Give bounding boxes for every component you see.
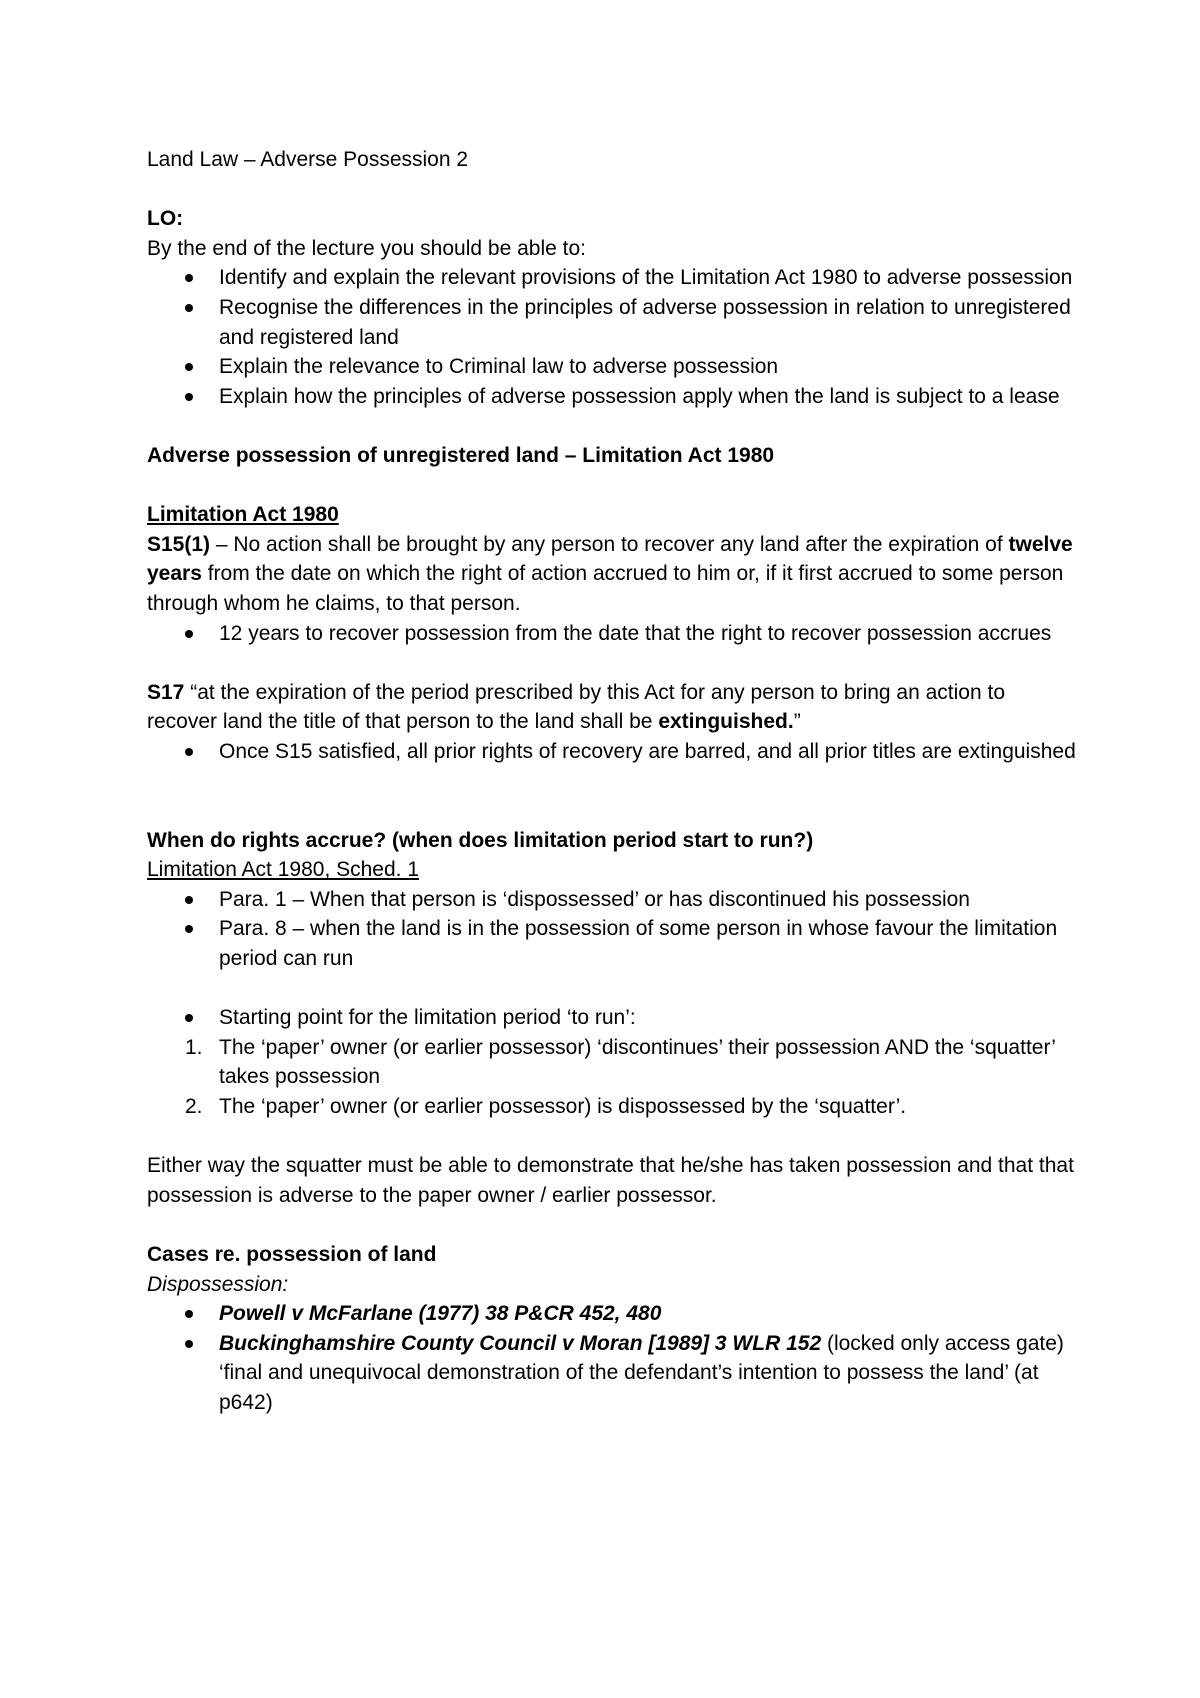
- lo-item: Explain the relevance to Criminal law to adverse possession: [147, 352, 1077, 382]
- spacer: [147, 796, 1077, 826]
- case-item: [147, 1329, 1077, 1418]
- spacer: [147, 175, 1077, 205]
- para-list: [147, 885, 1077, 974]
- section-heading-unregistered: Adverse possession of unregistered land – Limitation Act 1980: [147, 443, 775, 467]
- spacer: [147, 974, 1077, 1004]
- s15-label: S15(1): [147, 532, 211, 556]
- spacer: [147, 411, 1077, 441]
- para-item: Para. 8 – when the land is in the possession of some person in whose favour the limitation period can run: [147, 914, 1077, 973]
- document-page: [147, 145, 1077, 1418]
- spacer: [147, 1210, 1077, 1240]
- item-number: 2.: [185, 1095, 203, 1118]
- case-name: Buckinghamshire County Council v Moran [1989] 3 WLR 152: [219, 1331, 822, 1355]
- numbered-list: [147, 1033, 1077, 1122]
- item-text: The ‘paper’ owner (or earlier possessor) is dispossessed by the ‘squatter’.: [219, 1095, 907, 1118]
- spacer: [147, 648, 1077, 678]
- cases-list: [147, 1299, 1077, 1417]
- spacer: [147, 766, 1077, 796]
- section-heading-cases: Cases re. possession of land: [147, 1242, 437, 1266]
- starting-point-list: [147, 1003, 1077, 1033]
- s17-paragraph: [147, 678, 1077, 737]
- numbered-item: [147, 1092, 1077, 1122]
- subheading-sched: Limitation Act 1980, Sched. 1: [147, 858, 420, 882]
- conclusion-paragraph: Either way the squatter must be able to demonstrate that he/she has taken possession and that that possession is adverse to the paper owner / earlier possessor.: [147, 1154, 1074, 1207]
- s17-bold: extinguished.: [658, 710, 794, 734]
- case-item: [147, 1299, 1077, 1329]
- s15-bold: twelve years: [147, 532, 1073, 586]
- s17-bullet: Once S15 satisfied, all prior rights of recovery are barred, and all prior titles are extinguished: [147, 737, 1077, 767]
- s17-text-b: ”: [793, 710, 801, 734]
- s17-list: [147, 737, 1077, 767]
- item-number: 1.: [185, 1035, 203, 1059]
- starting-point-item: Starting point for the limitation period ‘to run’:: [147, 1003, 1077, 1033]
- s15-text-a: – No action shall be brought by any person to recover any land after the expiration of: [210, 532, 1009, 556]
- lo-label: LO:: [147, 207, 184, 231]
- spacer: [147, 471, 1077, 501]
- s15-text-b: from the date on which the right of action accrued to him or, if it first accrued to some person through whom he claims, to that person.: [147, 562, 1064, 615]
- item-text: The ‘paper’ owner (or earlier possessor) ‘discontinues’ their possession AND the ‘squatter’ takes possession: [219, 1035, 1056, 1089]
- lo-list: [147, 263, 1077, 411]
- lo-item: Explain how the principles of adverse possession apply when the land is subject to a lease: [147, 382, 1077, 412]
- s15-bullet: 12 years to recover possession from the date that the right to recover possession accrues: [147, 619, 1077, 649]
- spacer: [147, 1122, 1077, 1152]
- subheading-dispossession: Dispossession:: [147, 1272, 289, 1296]
- lo-item: Identify and explain the relevant provisions of the Limitation Act 1980 to adverse possession: [147, 263, 1077, 293]
- case-note: (locked only access gate) ‘final and unequivocal demonstration of the defendant’s intention to possess the land’ (at p642): [219, 1331, 1064, 1414]
- section-heading-accrue: When do rights accrue? (when does limitation period start to run?): [147, 828, 814, 852]
- document-title: Land Law – Adverse Possession 2: [147, 148, 469, 171]
- lo-item: Recognise the differences in the principles of adverse possession in relation to unregistered and registered land: [147, 293, 1077, 352]
- subheading-limitation-act: Limitation Act 1980: [147, 503, 339, 527]
- s15-list: [147, 619, 1077, 649]
- lo-intro: By the end of the lecture you should be able to:: [147, 236, 586, 260]
- numbered-item: [147, 1033, 1077, 1092]
- s17-text-a: “at the expiration of the period prescribed by this Act for any person to bring an action to recover land the title of that person to the land shall be: [147, 680, 1006, 734]
- s15-paragraph: [147, 530, 1077, 619]
- case-name: Powell v McFarlane (1977) 38 P&CR 452, 480: [219, 1302, 662, 1326]
- s17-label: S17: [147, 680, 185, 704]
- para-item: Para. 1 – When that person is ‘dispossessed’ or has discontinued his possession: [147, 885, 1077, 915]
